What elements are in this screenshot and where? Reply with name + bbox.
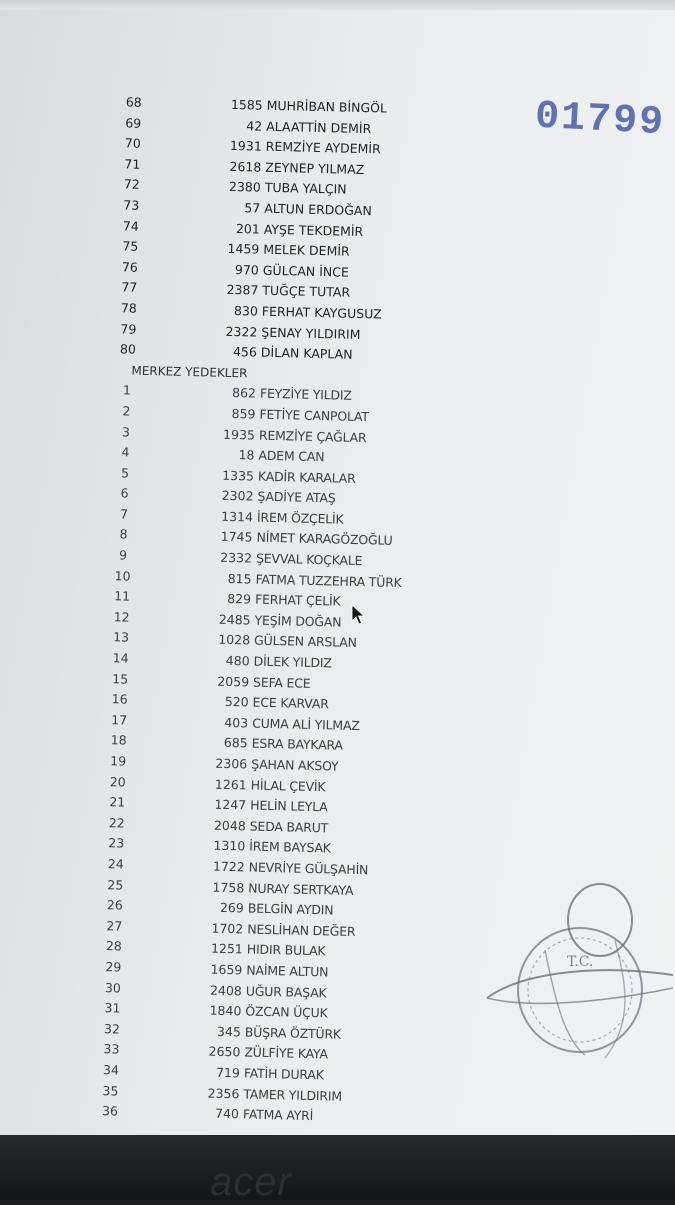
- row-code: 1028: [218, 632, 251, 648]
- row-code: 403: [224, 714, 249, 731]
- row-code: 859: [231, 405, 256, 422]
- row-name: FEYZİYE YILDIZ: [259, 385, 352, 404]
- row-number: 34: [102, 1062, 120, 1078]
- monitor-bezel: [0, 1135, 675, 1200]
- row-number: 18: [110, 732, 127, 749]
- row-code: 2302: [221, 488, 254, 504]
- row-code: 1722: [212, 858, 245, 875]
- row-code: 2048: [213, 817, 246, 834]
- row-name: FATİH DURAK: [243, 1065, 324, 1083]
- row-name: ÖZCAN ÜÇUK: [245, 1003, 328, 1021]
- row-code: 520: [224, 694, 249, 710]
- row-name: İREM ÖZÇELİK: [256, 509, 344, 527]
- row-number: 29: [105, 959, 122, 975]
- row-name: CUMA ALİ YILMAZ: [251, 715, 360, 733]
- row-name: ŞAHAN AKSOY: [251, 756, 339, 774]
- row-number: 27: [106, 917, 123, 934]
- row-name: FATMA TUZZEHRA TÜRK: [255, 571, 402, 590]
- row-code: 1931: [229, 138, 262, 154]
- row-number: 79: [120, 320, 137, 337]
- row-name: NİMET KARAGÖZOĞLU: [256, 530, 393, 549]
- row-name: TUĞÇE TUTAR: [262, 283, 351, 301]
- row-name: TUBA YALÇIN: [264, 180, 347, 198]
- row-number: 12: [113, 609, 130, 625]
- row-code: 829: [227, 591, 252, 607]
- row-code: 2356: [207, 1085, 240, 1101]
- row-number: 28: [105, 938, 123, 954]
- row-name: TAMER YILDIRIM: [243, 1085, 343, 1104]
- row-number: 4: [121, 444, 130, 460]
- row-code: 1758: [212, 879, 245, 895]
- row-name: DİLEK YILDIZ: [253, 653, 332, 671]
- row-number: 17: [111, 712, 128, 728]
- row-code: 1247: [214, 796, 247, 813]
- section-heading: MERKEZ YEDEKLER: [131, 363, 248, 381]
- row-number: 6: [120, 485, 129, 501]
- window-top-edge: [0, 0, 675, 10]
- row-code: 1335: [222, 467, 255, 484]
- row-name: ZÜLFİYE KAYA: [244, 1044, 329, 1062]
- row-code: 1310: [213, 838, 246, 854]
- row-name: NESLİHAN DEĞER: [247, 921, 356, 939]
- row-code: 862: [231, 385, 257, 401]
- row-number: 13: [113, 629, 130, 646]
- row-code: 2322: [225, 323, 258, 340]
- row-number: 16: [111, 691, 128, 707]
- row-name: HİLAL ÇEVİK: [250, 777, 326, 794]
- row-number: 35: [102, 1082, 119, 1099]
- row-name: FETİYE CANPOLAT: [259, 406, 369, 425]
- brand-logo: acer: [210, 1160, 292, 1204]
- row-name: ECE KARVAR: [252, 694, 329, 712]
- row-code: 685: [223, 735, 248, 751]
- row-code: 719: [215, 1064, 241, 1081]
- mouse-cursor-icon: [351, 604, 367, 626]
- row-code: 57: [244, 200, 261, 216]
- row-code: 2306: [215, 755, 248, 772]
- row-name: ŞENAY YILDIRIM: [261, 324, 361, 342]
- row-number: 71: [124, 156, 141, 172]
- row-number: 2: [122, 403, 131, 419]
- row-name: FERHAT ÇELİK: [254, 591, 341, 609]
- row-number: 76: [121, 259, 139, 275]
- row-code: 1314: [221, 508, 254, 525]
- row-name: UĞUR BAŞAK: [245, 983, 327, 1000]
- row-number: 8: [119, 526, 128, 543]
- row-number: 72: [123, 176, 140, 193]
- row-number: 32: [103, 1020, 121, 1037]
- row-name: ŞEVVAL KOÇKALE: [255, 550, 363, 569]
- row-number: 80: [119, 341, 137, 357]
- row-number: 73: [123, 197, 140, 213]
- row-code: 1251: [210, 941, 244, 957]
- row-code: 2332: [220, 549, 253, 566]
- row-code: 2650: [208, 1043, 241, 1060]
- row-name: ALTUN ERDOĞAN: [264, 200, 372, 219]
- row-number: 21: [109, 794, 126, 810]
- seal-text: T.C.: [567, 954, 594, 970]
- row-number: 11: [113, 588, 131, 604]
- row-code: 2387: [226, 282, 259, 298]
- row-number: 33: [103, 1041, 120, 1057]
- row-number: 74: [122, 217, 139, 234]
- row-code: 456: [232, 344, 258, 360]
- row-code: 1585: [230, 96, 263, 113]
- row-name: ŞADİYE ATAŞ: [257, 488, 336, 506]
- row-number: 78: [120, 300, 138, 316]
- row-number: 36: [101, 1103, 119, 1119]
- row-number: 5: [120, 465, 130, 481]
- row-name: BELGİN AYDIN: [247, 900, 334, 918]
- row-number: 1: [122, 382, 132, 398]
- row-code: 815: [227, 570, 252, 587]
- row-code: 1459: [227, 241, 260, 257]
- row-code: 345: [216, 1023, 242, 1040]
- row-code: 830: [233, 302, 259, 319]
- row-number: 75: [122, 238, 139, 254]
- row-code: 2380: [228, 179, 261, 195]
- row-name: ALAATTİN DEMİR: [266, 118, 372, 136]
- row-number: 20: [109, 773, 126, 790]
- row-number: 10: [114, 567, 131, 584]
- row-number: 15: [112, 670, 129, 687]
- row-name: DİLAN KAPLAN: [260, 344, 353, 362]
- row-name: GÜLSEN ARSLAN: [253, 633, 357, 651]
- row-number: 22: [108, 815, 125, 831]
- row-name: ADEM CAN: [258, 447, 325, 465]
- row-name: SEFA ECE: [252, 674, 311, 691]
- row-code: 1745: [220, 529, 253, 545]
- row-name: NURAY SERTKAYA: [248, 880, 354, 898]
- row-number: 14: [112, 650, 129, 666]
- row-code: 42: [246, 117, 263, 134]
- row-code: 740: [214, 1105, 240, 1122]
- row-code: 2618: [229, 158, 262, 175]
- row-name: FATMA AYRİ: [242, 1106, 314, 1124]
- row-name: BÜŞRA ÖZTÜRK: [244, 1024, 342, 1042]
- row-number: 69: [125, 115, 142, 131]
- row-name: NAİME ALTUN: [246, 962, 329, 980]
- row-code: 480: [225, 652, 250, 669]
- row-name: HELİN LEYLA: [250, 797, 328, 815]
- stamp-number: 01799: [533, 94, 667, 147]
- row-code: 1659: [210, 961, 243, 978]
- row-code: 1840: [209, 1002, 242, 1019]
- row-number: 7: [119, 506, 129, 522]
- row-code: 1261: [214, 776, 247, 793]
- row-code: 18: [238, 447, 255, 463]
- row-name: REMZİYE ÇAĞLAR: [258, 427, 367, 445]
- row-code: 269: [219, 900, 244, 916]
- row-name: FERHAT KAYGUSUZ: [261, 303, 382, 322]
- row-number: 68: [125, 94, 142, 110]
- row-name: ESRA BAYKARA: [251, 735, 344, 754]
- row-number: 26: [106, 897, 123, 913]
- row-name: SEDA BARUT: [249, 818, 329, 836]
- row-number: 9: [118, 547, 128, 563]
- row-number: 23: [108, 835, 125, 851]
- row-number: 25: [107, 876, 124, 893]
- row-name: YEŞİM DOĞAN: [254, 612, 342, 630]
- row-code: 2059: [217, 673, 250, 690]
- row-code: 1702: [211, 920, 244, 937]
- row-code: 201: [235, 220, 260, 237]
- row-name: AYŞE TEKDEMİR: [263, 221, 364, 239]
- row-name: HIDIR BULAK: [246, 941, 326, 959]
- row-number: 77: [121, 279, 138, 296]
- row-name: MELEK DEMİR: [263, 241, 350, 259]
- row-name: ZEYNEP YILMAZ: [265, 159, 365, 177]
- row-code: 1935: [222, 426, 256, 443]
- row-code: 2408: [209, 982, 243, 998]
- row-name: GÜLCAN İNCE: [262, 262, 350, 280]
- row-number: 19: [110, 753, 127, 769]
- row-number: 31: [104, 1000, 121, 1016]
- row-number: 3: [121, 423, 131, 440]
- row-number: 30: [104, 979, 122, 996]
- row-name: KADİR KARALAR: [257, 468, 356, 486]
- row-name: MUHRİBAN BİNGÖL: [266, 97, 388, 116]
- row-code: 2485: [218, 611, 251, 628]
- row-code: 970: [234, 261, 260, 278]
- row-name: REMZİYE AYDEMİR: [265, 138, 381, 157]
- seal-stamp: [485, 880, 675, 1070]
- row-name: NEVRİYE GÜLŞAHİN: [248, 859, 369, 878]
- row-number: 24: [107, 856, 124, 872]
- row-name: İREM BAYSAK: [249, 838, 331, 856]
- row-number: 70: [124, 135, 141, 151]
